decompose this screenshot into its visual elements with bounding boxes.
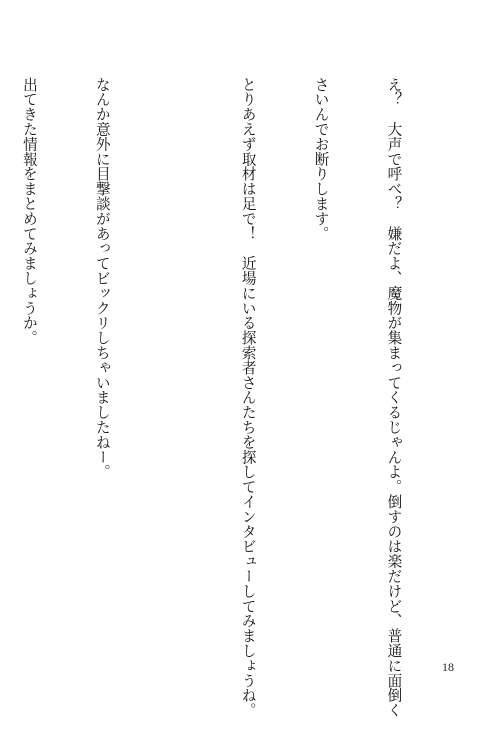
text-line: さいんでお断りします。 xyxy=(312,77,330,241)
text-line: え？ 大声で呼べ？ 嫌だよ、魔物が集まってくるじゃんよ。倒すのは楽だけど、普通に面倒く xyxy=(385,77,403,718)
page-number: 18 xyxy=(442,660,454,674)
text-line: とりあえず取材は足で！ 近場にいる探索者さんたちを探してインタビューしてみましょうね。 xyxy=(239,77,257,718)
text-line: 出てきた情報をまとめてみましょうか。 xyxy=(20,77,38,346)
blank-line xyxy=(162,77,186,637)
text-line: なんか意外に目撃談があってビックリしちゃいましたねー。 xyxy=(93,77,111,480)
